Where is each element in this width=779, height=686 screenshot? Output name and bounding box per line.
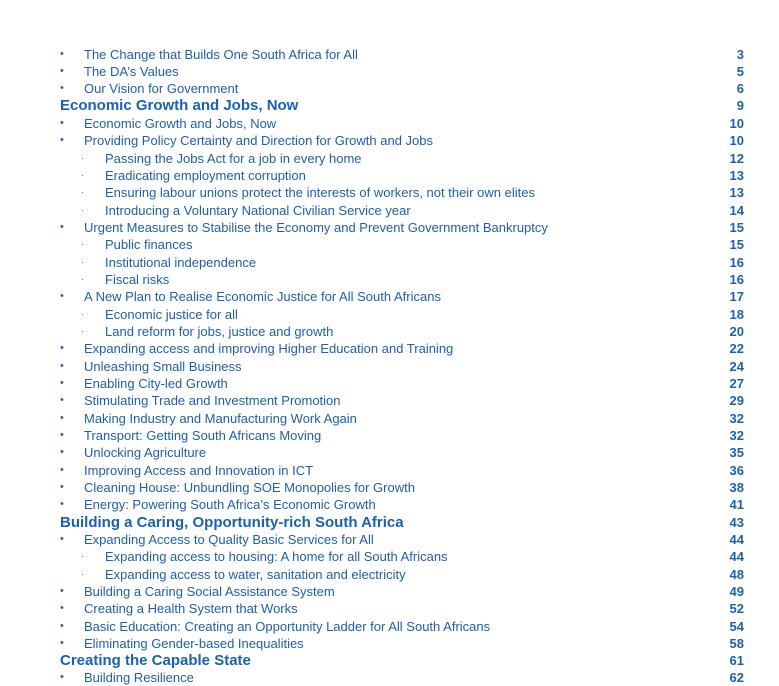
toc-entry-label: Passing the Jobs Act for a job in every home [105,150,362,166]
toc-entry[interactable] [0,461,779,479]
toc-entry-label: The Change that Builds One South Africa for All [84,46,358,62]
bullet-icon: · [81,309,84,319]
toc-page-number: 32 [729,427,744,443]
toc-page-number: 32 [729,410,744,426]
toc-entry[interactable] [0,426,779,444]
toc-entry[interactable] [0,62,779,80]
bullet-icon: · [81,170,84,180]
toc-section-heading[interactable] [0,650,779,670]
toc-page-number: 10 [729,115,744,131]
toc-page-number: 24 [729,358,744,374]
bullet-icon: · [81,187,84,197]
bullet-icon: • [60,65,64,77]
toc-entry[interactable] [0,166,779,184]
bullet-icon: • [60,637,64,649]
toc-entry-label: Cleaning House: Unbundling SOE Monopolies for Growth [84,479,415,495]
toc-page-number: 6 [736,80,744,96]
toc-entry-label: Urgent Measures to Stabilise the Economy and Prevent Government Bankruptcy [84,219,548,235]
toc-page-number: 9 [736,97,744,113]
bullet-icon: • [60,620,64,632]
toc-entry-label: Unleashing Small Business [84,358,242,374]
toc-entry[interactable] [0,322,779,340]
toc-page-number: 52 [729,600,744,616]
toc-entry[interactable] [0,235,779,253]
toc-page-number: 12 [729,150,744,166]
toc-page-number: 27 [729,375,744,391]
toc-entry[interactable] [0,270,779,288]
bullet-icon: • [60,48,64,60]
bullet-icon: • [60,481,64,493]
toc-entry[interactable] [0,599,779,617]
bullet-icon: • [60,360,64,372]
bullet-icon: • [60,533,64,545]
toc-entry-label: Providing Policy Certainty and Direction for Growth and Jobs [84,132,433,148]
toc-page-number: 61 [729,652,744,668]
toc-page-number: 22 [729,340,744,356]
toc-page-number: 49 [729,583,744,599]
toc-entry-label: Unlocking Agriculture [84,444,207,460]
bullet-icon: · [81,326,84,336]
bullet-icon: • [60,117,64,129]
toc-page-number: 3 [736,46,744,62]
toc-entry-label: Expanding access to water, sanitation and electricity [105,566,406,582]
toc-entry-label: Expanding access to housing: A home for all South Africans [105,548,448,564]
bullet-icon: · [81,239,84,249]
toc-entry[interactable] [0,357,779,375]
bullet-icon: • [60,585,64,597]
toc-entry-label: Introducing a Voluntary National Civilian Service year [105,202,411,218]
toc-entry-label: Expanding Access to Quality Basic Services for All [84,531,374,547]
toc-entry[interactable] [0,201,779,219]
bullet-icon: • [60,342,64,354]
bullet-icon: · [81,569,84,579]
toc-entry[interactable] [0,253,779,271]
toc-page-number: 13 [729,167,744,183]
toc-entry-label: Creating the Capable State [60,651,251,669]
bullet-icon: • [60,134,64,146]
toc-entry-label: Fiscal risks [105,271,170,287]
bullet-icon: • [60,602,64,614]
bullet-icon: • [60,671,64,683]
toc-entry-label: Eradicating employment corruption [105,167,306,183]
toc-entry-label: Making Industry and Manufacturing Work Again [84,410,357,426]
toc-page-number: 54 [729,618,744,634]
toc-entry-label: Building a Caring Social Assistance System [84,583,335,599]
toc-page-number: 41 [729,496,744,512]
bullet-icon: • [60,498,64,510]
toc-page-number: 14 [729,202,744,218]
toc-entry-label: A New Plan to Realise Economic Justice for All South Africans [84,288,441,304]
toc-entry[interactable] [0,218,779,236]
toc-entry-label: Transport: Getting South Africans Moving [84,427,322,443]
toc-page-number: 36 [729,462,744,478]
toc-section-heading[interactable] [0,95,779,115]
bullet-icon: · [81,153,84,163]
toc-entry[interactable] [0,668,779,686]
bullet-icon: · [81,257,84,267]
toc-entry-label: Improving Access and Innovation in ICT [84,462,314,478]
toc-entry-label: Energy: Powering South Africa’s Economic Growth [84,496,376,512]
bullet-icon: • [60,377,64,389]
toc-entry[interactable] [0,131,779,149]
toc-entry[interactable] [0,374,779,392]
toc-entry[interactable] [0,617,779,635]
bullet-icon: • [60,446,64,458]
toc-page-number: 15 [729,236,744,252]
bullet-icon: • [60,82,64,94]
toc-entry[interactable] [0,530,779,548]
toc-page-number: 5 [736,63,744,79]
bullet-icon: · [81,551,84,561]
toc-page-number: 13 [729,184,744,200]
toc-entry[interactable] [0,409,779,427]
toc-entry[interactable] [0,443,779,461]
toc-page-number: 43 [729,514,744,530]
toc-entry-label: Economic Growth and Jobs, Now [84,115,277,131]
toc-entry[interactable] [0,547,779,565]
toc-page-number: 20 [729,323,744,339]
toc-entry[interactable] [0,45,779,63]
toc-page-number: 35 [729,444,744,460]
bullet-icon: · [81,205,84,215]
toc-entry-label: Enabling City-led Growth [84,375,228,391]
toc-page-number: 18 [729,306,744,322]
toc-entry[interactable] [0,183,779,201]
toc-entry-label: Building Resilience [84,669,194,685]
toc-entry-label: Building a Caring, Opportunity-rich South Africa [60,513,404,531]
toc-entry[interactable] [0,287,779,305]
toc-entry-label: Stimulating Trade and Investment Promotion [84,392,341,408]
toc-page-number: 62 [729,669,744,685]
toc-page-number: 38 [729,479,744,495]
toc-page-number: 44 [729,548,744,564]
toc-page-number: 17 [729,288,744,304]
toc-entry-label: The DA’s Values [84,63,179,79]
toc-page-number: 48 [729,566,744,582]
toc-entry[interactable] [0,305,779,323]
bullet-icon: • [60,412,64,424]
toc-entry-label: Public finances [105,236,193,252]
bullet-icon: • [60,394,64,406]
toc-entry-label: Creating a Health System that Works [84,600,298,616]
toc-page-number: 16 [729,254,744,270]
bullet-icon: • [60,290,64,302]
toc-page-number: 44 [729,531,744,547]
toc-entry-label: Institutional independence [105,254,257,270]
toc-page-number: 29 [729,392,744,408]
toc-entry[interactable] [0,339,779,357]
toc-section-heading[interactable] [0,512,779,532]
toc-page-number: 58 [729,635,744,651]
toc-entry-label: Expanding access and improving Higher Education and Training [84,340,454,356]
bullet-icon: • [60,429,64,441]
toc-entry-label: Ensuring labour unions protect the interests of workers, not their own elites [105,184,535,200]
bullet-icon: • [60,464,64,476]
toc-entry-label: Our Vision for Government [84,80,239,96]
toc-page-number: 15 [729,219,744,235]
toc-entry[interactable] [0,391,779,409]
toc-entry[interactable] [0,149,779,167]
toc-entry-label: Economic justice for all [105,306,238,322]
bullet-icon: · [81,274,84,284]
toc-entry[interactable] [0,582,779,600]
toc-page-number: 10 [729,132,744,148]
toc-entry[interactable] [0,478,779,496]
toc-entry-label: Eliminating Gender-based Inequalities [84,635,304,651]
toc-entry[interactable] [0,114,779,132]
toc-page-number: 16 [729,271,744,287]
toc-entry-label: Basic Education: Creating an Opportunity Ladder for All South Africans [84,618,491,634]
toc-entry-label: Economic Growth and Jobs, Now [60,96,299,114]
toc-entry[interactable] [0,565,779,583]
bullet-icon: • [60,221,64,233]
toc-entry[interactable] [0,495,779,513]
toc-entry-label: Land reform for jobs, justice and growth [105,323,334,339]
